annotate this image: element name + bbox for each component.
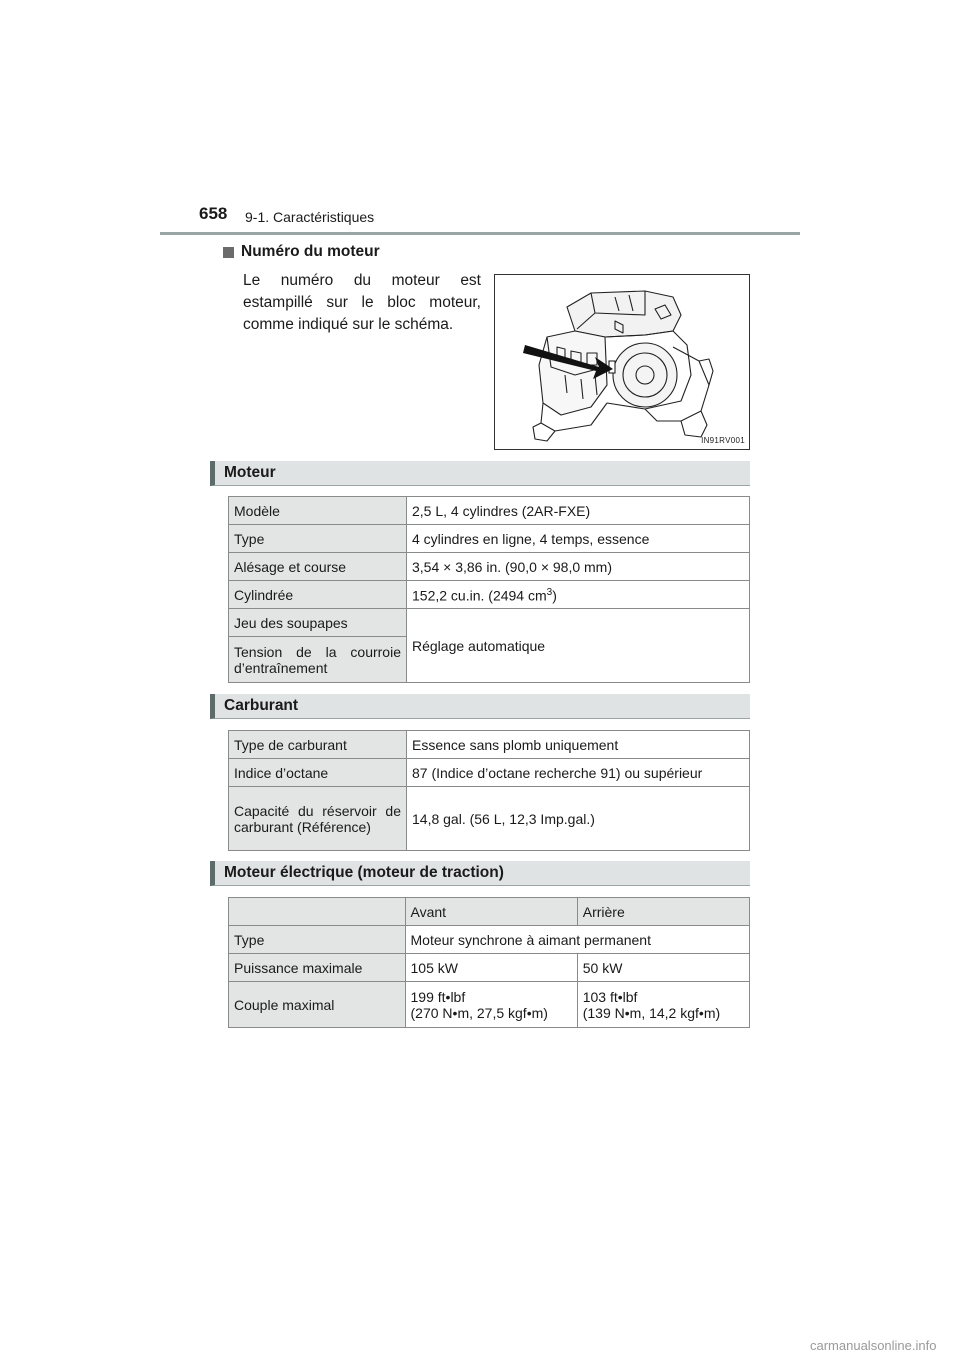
row-label: Indice d’octane bbox=[229, 759, 407, 787]
row-label: Couple maximal bbox=[229, 982, 406, 1028]
row-label: Cylindrée bbox=[229, 581, 407, 609]
row-label: Puissance maximale bbox=[229, 954, 406, 982]
row-value: 14,8 gal. (56 L, 12,3 Imp.gal.) bbox=[407, 787, 750, 851]
moteur-section-bar bbox=[210, 461, 750, 486]
front-value bbox=[405, 982, 577, 1028]
table-row bbox=[229, 525, 750, 553]
column-header-empty bbox=[229, 898, 406, 926]
table-row bbox=[229, 787, 750, 851]
table-row bbox=[229, 982, 750, 1028]
rear-torque-line1: 103 ft•lbf bbox=[582, 988, 638, 1005]
engine-illustration-icon bbox=[495, 275, 750, 450]
column-header-front: Avant bbox=[405, 898, 577, 926]
engine-number-heading bbox=[223, 243, 380, 261]
row-value: Essence sans plomb uniquement bbox=[407, 731, 750, 759]
row-label: Capacité du réservoir de carburant (Référence) bbox=[229, 787, 407, 851]
displacement-exponent: 3 bbox=[546, 587, 553, 599]
table-header-row bbox=[229, 898, 750, 926]
rear-torque-line2: (139 N•m, 14,2 kgf•m) bbox=[582, 1004, 721, 1021]
table-row bbox=[229, 731, 750, 759]
row-label: Type de carburant bbox=[229, 731, 407, 759]
carburant-section-bar bbox=[210, 694, 750, 719]
table-row bbox=[229, 497, 750, 525]
row-value: 4 cylindres en ligne, 4 temps, essence bbox=[407, 525, 750, 553]
table-row bbox=[229, 926, 750, 954]
table-row bbox=[229, 954, 750, 982]
engine-diagram bbox=[494, 274, 750, 450]
row-label: Jeu des soupapes bbox=[229, 609, 407, 637]
row-label: Modèle bbox=[229, 497, 407, 525]
moteur-electrique-section-title: Moteur électrique (moteur de traction) bbox=[224, 864, 504, 881]
row-label: Alésage et course bbox=[229, 553, 407, 581]
moteur-electrique-section-bar bbox=[210, 861, 750, 886]
watermark: carmanualsonline.info bbox=[810, 1338, 937, 1353]
header-divider bbox=[160, 232, 800, 235]
column-header-rear: Arrière bbox=[577, 898, 749, 926]
displacement-close: ) bbox=[552, 587, 557, 604]
engine-number-heading-text: Numéro du moteur bbox=[241, 243, 380, 260]
moteur-section-title: Moteur bbox=[224, 464, 276, 481]
table-row bbox=[229, 553, 750, 581]
row-label: Type bbox=[229, 525, 407, 553]
section-title: 9-1. Caractéristiques bbox=[245, 209, 375, 225]
row-label: Tension de la courroie d’entraînement bbox=[229, 637, 407, 683]
table-row bbox=[229, 759, 750, 787]
shared-value: Réglage automatique bbox=[407, 609, 750, 683]
figure-code: IN91RV001 bbox=[701, 436, 745, 445]
table-row bbox=[229, 581, 750, 609]
front-value: 105 kW bbox=[405, 954, 577, 982]
row-value bbox=[407, 581, 750, 609]
row-value: 2,5 L, 4 cylindres (2AR-FXE) bbox=[407, 497, 750, 525]
row-value: 87 (Indice d’octane recherche 91) ou supérieur bbox=[407, 759, 750, 787]
moteur-table bbox=[228, 496, 750, 683]
rear-value: 50 kW bbox=[577, 954, 749, 982]
table-row bbox=[229, 609, 750, 637]
moteur-electrique-table bbox=[228, 897, 750, 1028]
row-value: 3,54 × 3,86 in. (90,0 × 98,0 mm) bbox=[407, 553, 750, 581]
page-number: 658 bbox=[199, 204, 228, 223]
front-torque-line2: (270 N•m, 27,5 kgf•m) bbox=[410, 1004, 548, 1021]
displacement-value: 152,2 cu.in. (2494 cm bbox=[412, 587, 547, 604]
carburant-table bbox=[228, 730, 750, 851]
carburant-section-title: Carburant bbox=[224, 697, 299, 714]
rear-value bbox=[577, 982, 749, 1028]
engine-number-description: Le numéro du moteur est estampillé sur le bloc moteur, comme indiqué sur le schéma. bbox=[243, 272, 481, 333]
row-value: Moteur synchrone à aimant permanent bbox=[405, 926, 749, 954]
front-torque-line1: 199 ft•lbf bbox=[410, 988, 466, 1005]
square-bullet-icon bbox=[223, 247, 234, 258]
row-label: Type bbox=[229, 926, 406, 954]
